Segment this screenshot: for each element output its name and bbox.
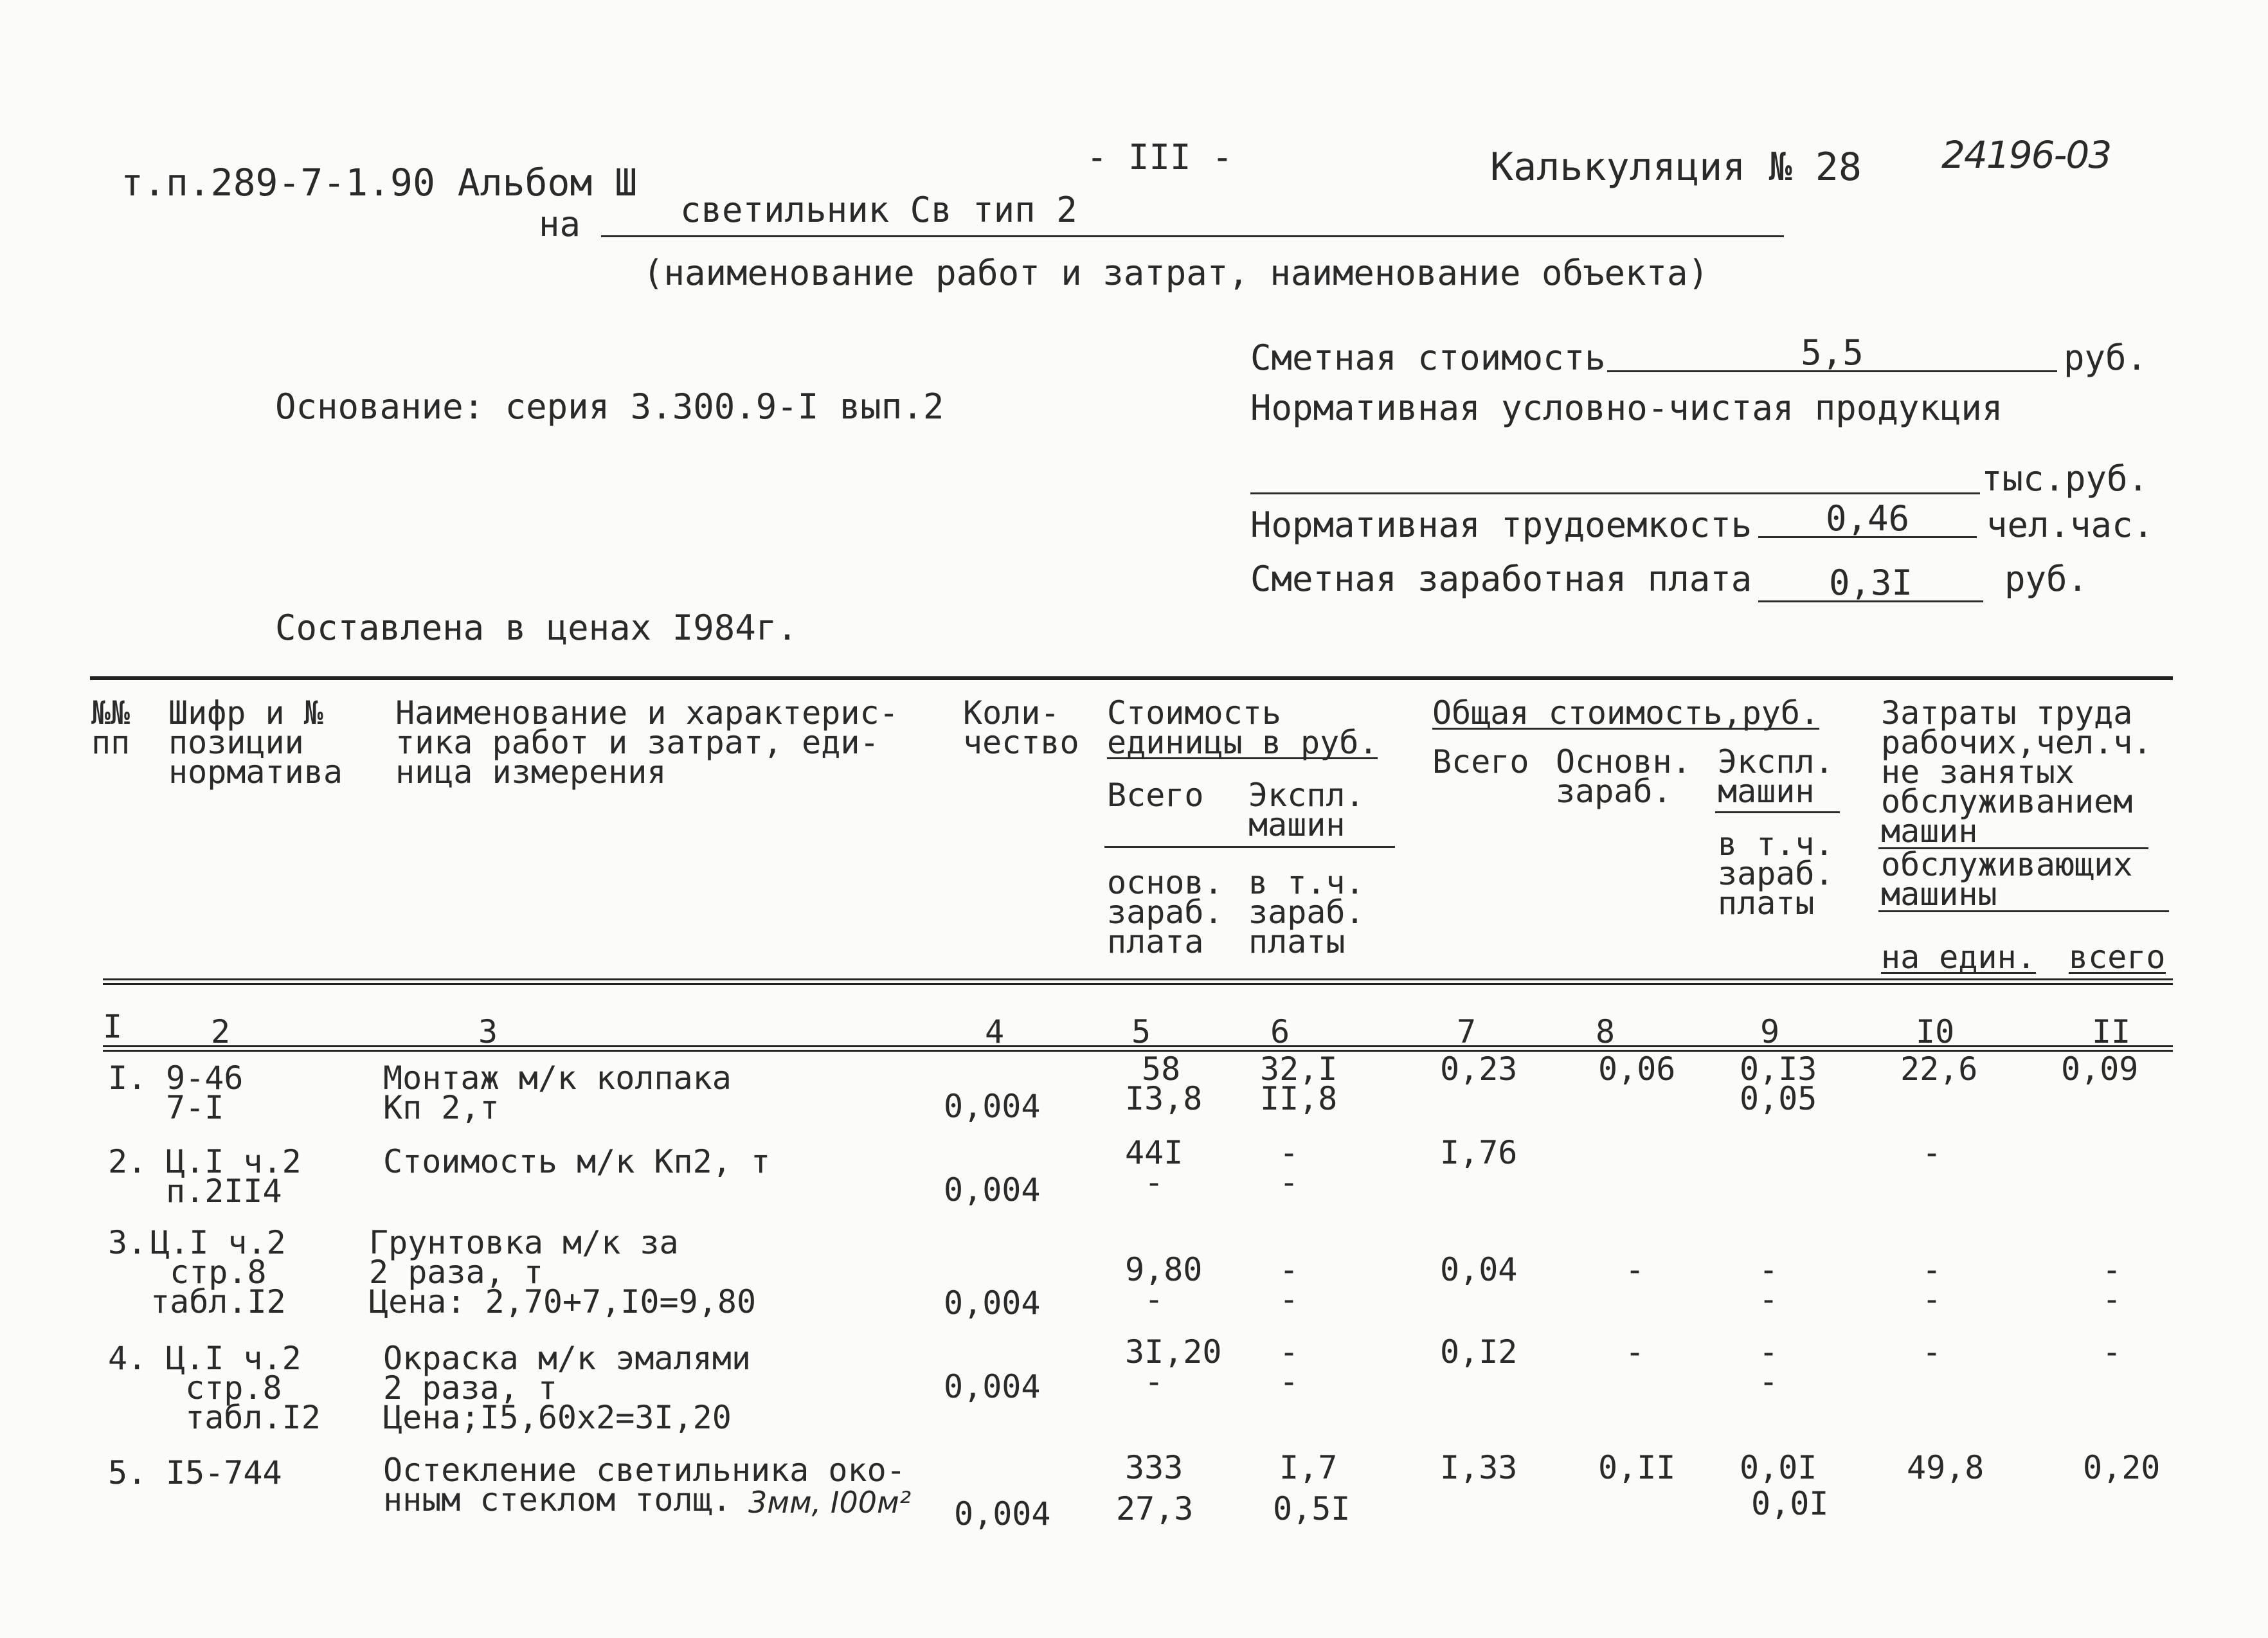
object-name-underline <box>601 235 1784 237</box>
row-unit-machine-wage: II,8 <box>1260 1080 1338 1117</box>
row-unit-machines: - <box>1279 1134 1299 1171</box>
row-number: 5. <box>108 1454 147 1491</box>
row-number: I. <box>108 1059 147 1097</box>
row-unit-machine-wage: - <box>1279 1281 1299 1318</box>
row-number: 3. <box>108 1224 147 1261</box>
row-total: 0,23 <box>1440 1050 1518 1088</box>
col-number-4: 4 <box>985 1013 1005 1050</box>
row-machine-wage: 0,0I <box>1751 1485 1829 1522</box>
row-total: I,76 <box>1440 1134 1518 1171</box>
row-machines: - <box>1759 1251 1779 1288</box>
normative-product-line <box>1250 492 1980 494</box>
row-code: Ц.I ч.2 стр.8 табл.I2 <box>150 1224 286 1320</box>
basis-label: Основание: серия 3.300.9-I вып.2 <box>275 386 944 427</box>
row-unit-total: 44I <box>1125 1134 1184 1171</box>
row-name: Окраска м/к эмалями 2 раза, т Цена;I5,60х2=3I,20 <box>383 1340 751 1436</box>
row-code: 9-46 7-I <box>166 1059 244 1126</box>
normative-product-label: Нормативная условно-чистая продукция <box>1250 388 2003 428</box>
labor-divider-2 <box>1878 910 2169 912</box>
row-base-wage: 0,II <box>1598 1449 1676 1486</box>
col-number-11: II <box>2092 1013 2131 1050</box>
row-name-handwritten: 3мм, I00м² <box>748 1485 912 1520</box>
row-labor-total: - <box>2102 1333 2122 1371</box>
row-name: Остекление светильника око- нным стеклом толщ. <box>383 1452 906 1518</box>
row-quantity: 0,004 <box>954 1495 1051 1533</box>
row-machines: 0,I3 <box>1740 1050 1817 1088</box>
row-unit-base-wage: - <box>1144 1281 1164 1318</box>
machines-divider <box>1715 811 1840 813</box>
wage-label: Сметная заработная плата <box>1250 559 1752 599</box>
col-header-unit-machine-wage: в т.ч. зараб. платы <box>1248 864 1365 960</box>
header-bottom-rule <box>103 978 2173 985</box>
col-number-5: 5 <box>1131 1013 1151 1050</box>
col-header-machine-wage: в т.ч. зараб. платы <box>1718 825 1834 922</box>
col-header-number: №№ пп <box>91 694 130 761</box>
row-name: Стоимость м/к Кп2, т <box>383 1143 771 1180</box>
numbers-bottom-rule <box>103 1045 2173 1052</box>
row-machines: 0,0I <box>1740 1449 1817 1486</box>
row-machine-wage: 0,05 <box>1740 1080 1817 1117</box>
row-unit-machines: - <box>1279 1251 1299 1288</box>
na-label: на <box>539 204 581 244</box>
col-header-unit-base-wage: основ. зараб. плата <box>1107 864 1223 960</box>
row-labor-total: - <box>2102 1251 2122 1288</box>
col-header-unit-cost-title: Стоимость <box>1107 694 1281 732</box>
row-unit-total: 9,80 <box>1125 1251 1203 1288</box>
col-header-quantity: Коли- чество <box>963 694 1079 761</box>
estimated-cost-label: Сметная стоимость <box>1250 338 1606 378</box>
row-base-wage: - <box>1625 1333 1645 1371</box>
table-top-rule <box>90 676 2173 680</box>
estimated-cost-value: 5,5 <box>1607 336 2057 372</box>
row-unit-machine-wage: 0,5I <box>1273 1490 1351 1527</box>
col-header-machines: Экспл. машин <box>1718 743 1834 810</box>
row-base-wage: 0,06 <box>1598 1050 1676 1088</box>
col-header-per-unit: на един. <box>1881 939 2036 976</box>
row-unit-machines: - <box>1279 1333 1299 1371</box>
row-unit-machine-wage: - <box>1279 1363 1299 1400</box>
row-code: Ц.I ч.2 п.2II4 <box>166 1143 302 1210</box>
row-unit-machine-wage: - <box>1279 1164 1299 1201</box>
row-unit-total: 58 <box>1142 1050 1181 1088</box>
row-unit-machines: 32,I <box>1260 1050 1338 1088</box>
row-code: Ц.I ч.2 стр.8 табл.I2 <box>166 1340 321 1436</box>
col-header-labor-servicing: обслуживающих машины <box>1881 846 2133 913</box>
row-unit-base-wage: I3,8 <box>1125 1080 1203 1117</box>
col-header-unit-cost-subtitle: единицы в руб. <box>1107 724 1378 761</box>
row-labor-total-2: - <box>2102 1281 2122 1318</box>
row-number: 2. <box>108 1143 147 1180</box>
unit-cost-divider <box>1104 846 1395 848</box>
row-unit-total: 3I,20 <box>1125 1333 1222 1371</box>
col-header-labor-title: Затраты труда рабочих,чел.ч. не занятых обслуживанием <box>1881 694 2152 820</box>
col-number-2: 2 <box>211 1013 231 1050</box>
col-header-name: Наименование и характерис- тика работ и затрат, еди- ница измерения <box>395 694 899 791</box>
row-quantity: 0,004 <box>944 1171 1041 1209</box>
col-number-3: 3 <box>478 1013 498 1050</box>
wage-value: 0,3I <box>1758 566 1983 602</box>
row-number: 4. <box>108 1340 147 1377</box>
row-labor-per-unit: 49,8 <box>1907 1449 1985 1486</box>
labor-intensity-label: Нормативная трудоемкость <box>1250 505 1752 545</box>
col-number-8: 8 <box>1596 1013 1616 1050</box>
page-number: - III - <box>1086 137 1233 177</box>
normative-product-unit: тыс.руб. <box>1981 458 2149 499</box>
row-unit-total: 333 <box>1125 1449 1184 1486</box>
col-header-total-labor: всего <box>2069 939 2166 976</box>
project-reference: т.п.289-7-1.90 Альбом Ш <box>121 161 638 204</box>
row-labor-per-unit: - <box>1922 1333 1942 1371</box>
col-header-total: Всего <box>1432 743 1529 780</box>
row-quantity: 0,004 <box>944 1088 1041 1125</box>
object-caption: (наименование работ и затрат, наименование объекта) <box>643 253 1709 293</box>
row-labor-total: 0,20 <box>2083 1449 2161 1486</box>
col-header-unit-machines: Экспл. машин <box>1248 777 1365 843</box>
col-header-total-cost-title: Общая стоимость,руб. <box>1432 694 1820 732</box>
row-base-wage: - <box>1625 1251 1645 1288</box>
row-labor-per-unit: - <box>1922 1251 1942 1288</box>
document-stamp: 24196-03 <box>1941 133 2111 177</box>
row-labor-total: 0,09 <box>2061 1050 2139 1088</box>
col-number-1: I <box>103 1008 123 1045</box>
col-number-7: 7 <box>1457 1013 1477 1050</box>
row-total: 0,I2 <box>1440 1333 1518 1371</box>
col-number-6: 6 <box>1270 1013 1290 1050</box>
row-code: I5-744 <box>166 1454 282 1491</box>
row-labor-per-unit: - <box>1922 1134 1942 1171</box>
col-header-labor-machines: машин <box>1881 813 1978 850</box>
object-name: светильник Св тип 2 <box>680 190 1077 230</box>
wage-unit: руб. <box>2004 559 2089 599</box>
estimated-cost-unit: руб. <box>2064 338 2148 378</box>
row-unit-base-wage: - <box>1144 1363 1164 1400</box>
row-total: I,33 <box>1440 1449 1518 1486</box>
col-number-9: 9 <box>1760 1013 1780 1050</box>
labor-intensity-value: 0,46 <box>1758 501 1977 538</box>
labor-intensity-unit: чел.час. <box>1986 505 2154 545</box>
row-machines: - <box>1759 1333 1779 1371</box>
row-machine-wage: - <box>1759 1281 1779 1318</box>
row-quantity: 0,004 <box>944 1368 1041 1405</box>
row-name: Грунтовка м/к за 2 раза, т Цена: 2,70+7,I0=9,80 <box>369 1224 757 1320</box>
row-machine-wage: - <box>1759 1363 1779 1400</box>
row-quantity: 0,004 <box>944 1284 1041 1322</box>
calculation-title: Калькуляция № 28 <box>1490 145 1862 190</box>
row-labor-per-unit: 22,6 <box>1900 1050 1978 1088</box>
row-unit-machines: I,7 <box>1279 1449 1338 1486</box>
col-header-code: Шифр и № позиции норматива <box>168 694 343 791</box>
col-header-base-wage: Основн. зараб. <box>1556 743 1691 810</box>
row-unit-base-wage: 27,3 <box>1116 1490 1194 1527</box>
row-name: Монтаж м/к колпака Кп 2,т <box>383 1059 732 1126</box>
col-header-unit-total: Всего <box>1107 777 1204 814</box>
row-total: 0,04 <box>1440 1251 1518 1288</box>
prices-year: Составлена в ценах I984г. <box>275 608 798 648</box>
col-number-10: I0 <box>1916 1013 1955 1050</box>
row-unit-base-wage: - <box>1144 1164 1164 1201</box>
row-labor-per-unit-2: - <box>1922 1281 1942 1318</box>
